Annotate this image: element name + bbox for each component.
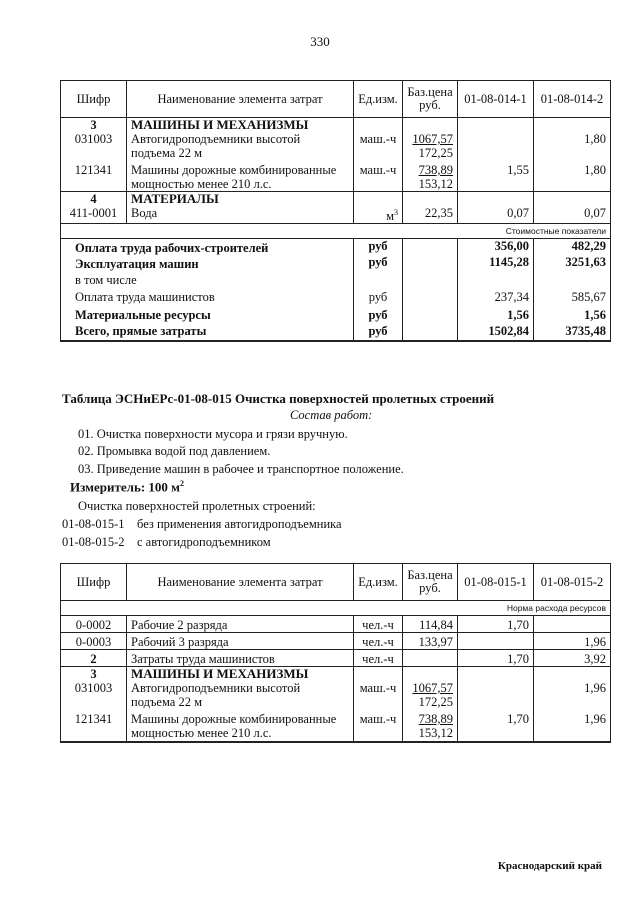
row-unit: чел.-ч [354, 650, 403, 667]
col-code-header: Шифр [61, 81, 127, 118]
region-footer: Краснодарский край [497, 860, 602, 872]
summary-value1: 1,56 [458, 304, 534, 322]
summary-unit: руб [354, 287, 403, 304]
summary-value1: 1502,84 [458, 322, 534, 341]
variant-text: с автогидроподъемником [137, 535, 271, 549]
row-norm2 [534, 616, 611, 633]
summary-value1: 1145,28 [458, 255, 534, 271]
summary-label: в том числе [61, 271, 354, 287]
col-norm1-header: 01-08-015-1 [458, 564, 534, 601]
table-row [61, 160, 611, 192]
summary-row [61, 287, 611, 304]
summary-row [61, 304, 611, 322]
row-code: 0-0003 [61, 633, 127, 650]
summary-row [61, 255, 611, 271]
cost-indicators-note: Стоимостные показатели [458, 224, 611, 239]
variant-code: 01-08-015-1 [62, 517, 125, 531]
table-row [61, 616, 611, 633]
row-code: 031003 [61, 681, 127, 709]
table-row [61, 633, 611, 650]
row-unit: маш.-ч [354, 709, 403, 742]
row-code: 411-0001 [61, 206, 127, 224]
row-norm1 [458, 633, 534, 650]
summary-value2: 1,56 [534, 304, 611, 322]
section-title: МАТЕРИАЛЫ [127, 192, 354, 207]
col-name-header: Наименование элемента затрат [127, 81, 354, 118]
variant-code: 01-08-015-2 [62, 535, 125, 549]
table-row [61, 667, 611, 682]
row-price: 738,89 153,12 [403, 709, 458, 742]
summary-value1: 237,34 [458, 287, 534, 304]
row-norm1: 1,55 [458, 160, 534, 192]
col-norm1-header: 01-08-014-1 [458, 81, 534, 118]
composition-heading: Состав работ: [290, 408, 373, 422]
note-row [61, 224, 611, 239]
variants-intro: Очистка поверхностей пролетных строений: [78, 499, 316, 513]
col-norm2-header: 01-08-014-2 [534, 81, 611, 118]
summary-value2: 585,67 [534, 287, 611, 304]
table-row [61, 681, 611, 709]
col-code-header: Шифр [61, 564, 127, 601]
table-title: Таблица ЭСНиЕРс-01-08-015 Очистка поверхностей пролетных строений [62, 391, 495, 406]
section-title: МАШИНЫ И МЕХАНИЗМЫ [127, 118, 354, 133]
row-code: 121341 [61, 709, 127, 742]
row-name: Автогидроподъемники высотой подъема 22 м [127, 681, 354, 709]
resource-table-015 [60, 563, 611, 743]
resource-table-014 [60, 80, 611, 342]
summary-value2: 3735,48 [534, 322, 611, 341]
row-name: Автогидроподъемники высотой подъема 22 м [127, 132, 354, 160]
row-price: 738,89 153,12 [403, 160, 458, 192]
row-norm1 [458, 132, 534, 160]
row-name: Вода [127, 206, 354, 224]
table-header [61, 564, 611, 601]
summary-label: Оплата труда рабочих-строителей [61, 239, 354, 256]
summary-row [61, 271, 611, 287]
table-row [61, 709, 611, 742]
summary-label: Эксплуатация машин [61, 255, 354, 271]
col-unit-header: Ед.изм. [354, 81, 403, 118]
table-row [61, 206, 611, 224]
col-price-header: Баз.цена руб. [403, 81, 458, 118]
note-row [61, 601, 611, 616]
row-norm2: 0,07 [534, 206, 611, 224]
row-code: 121341 [61, 160, 127, 192]
meter-label: Измеритель: 100 $м^2$ [70, 479, 185, 495]
row-price: 1067,57 172,25 [403, 681, 458, 709]
work-item: 01. Очистка поверхности мусора и грязи вручную. [78, 427, 348, 441]
row-code: 2 [61, 650, 127, 667]
row-price: 1067,57 172,25 [403, 132, 458, 160]
row-norm2: 1,96 [534, 633, 611, 650]
row-name: Рабочий 3 разряда [127, 633, 354, 650]
summary-value1: 356,00 [458, 239, 534, 256]
row-norm2: 1,96 [534, 709, 611, 742]
row-norm2: 1,96 [534, 681, 611, 709]
row-code: 0-0002 [61, 616, 127, 633]
summary-unit: руб [354, 239, 403, 256]
table-row [61, 118, 611, 133]
variant-text: без применения автогидроподъемника [137, 517, 342, 531]
table-row [61, 192, 611, 207]
row-norm1 [458, 681, 534, 709]
row-norm2: 3,92 [534, 650, 611, 667]
row-unit: чел.-ч [354, 616, 403, 633]
col-norm2-header: 01-08-015-2 [534, 564, 611, 601]
col-price-header: Баз.цена руб. [403, 564, 458, 601]
row-unit: чел.-ч [354, 633, 403, 650]
col-name-header: Наименование элемента затрат [127, 564, 354, 601]
section-title: МАШИНЫ И МЕХАНИЗМЫ [127, 667, 354, 682]
row-price: 22,35 [403, 206, 458, 224]
summary-label: Материальные ресурсы [61, 304, 354, 322]
summary-unit: руб [354, 255, 403, 271]
table-header [61, 81, 611, 118]
summary-row [61, 239, 611, 256]
work-item: 02. Промывка водой под давлением. [78, 444, 271, 458]
row-unit: $м^3$ [354, 206, 403, 224]
row-unit: маш.-ч [354, 681, 403, 709]
row-norm1: 0,07 [458, 206, 534, 224]
work-item: 03. Приведение машин в рабочее и транспортное положение. [78, 462, 404, 476]
row-unit: маш.-ч [354, 160, 403, 192]
col-unit-header: Ед.изм. [354, 564, 403, 601]
table-row [61, 650, 611, 667]
section-code: 4 [61, 192, 127, 207]
summary-unit: руб [354, 322, 403, 341]
row-code: 031003 [61, 132, 127, 160]
summary-row [61, 322, 611, 341]
row-name: Машины дорожные комбинированные мощностью менее 210 л.с. [127, 709, 354, 742]
resource-norm-note: Норма расхода ресурсов [458, 601, 611, 616]
row-name: Рабочие 2 разряда [127, 616, 354, 633]
summary-unit: руб [354, 304, 403, 322]
section-code: 3 [61, 118, 127, 133]
row-name: Машины дорожные комбинированные мощностью менее 210 л.с. [127, 160, 354, 192]
row-norm1: 1,70 [458, 709, 534, 742]
row-price: 114,84 [403, 616, 458, 633]
row-norm1: 1,70 [458, 616, 534, 633]
summary-value2: 482,29 [534, 239, 611, 256]
section-code: 3 [61, 667, 127, 682]
row-norm2: 1,80 [534, 132, 611, 160]
row-name: Затраты труда машинистов [127, 650, 354, 667]
row-norm1: 1,70 [458, 650, 534, 667]
summary-label: Всего, прямые затраты [61, 322, 354, 341]
table-row [61, 132, 611, 160]
summary-value2: 3251,63 [534, 255, 611, 271]
summary-label: Оплата труда машинистов [61, 287, 354, 304]
row-price: 133,97 [403, 633, 458, 650]
row-unit: маш.-ч [354, 132, 403, 160]
row-norm2: 1,80 [534, 160, 611, 192]
page-number: 330 [310, 34, 330, 49]
